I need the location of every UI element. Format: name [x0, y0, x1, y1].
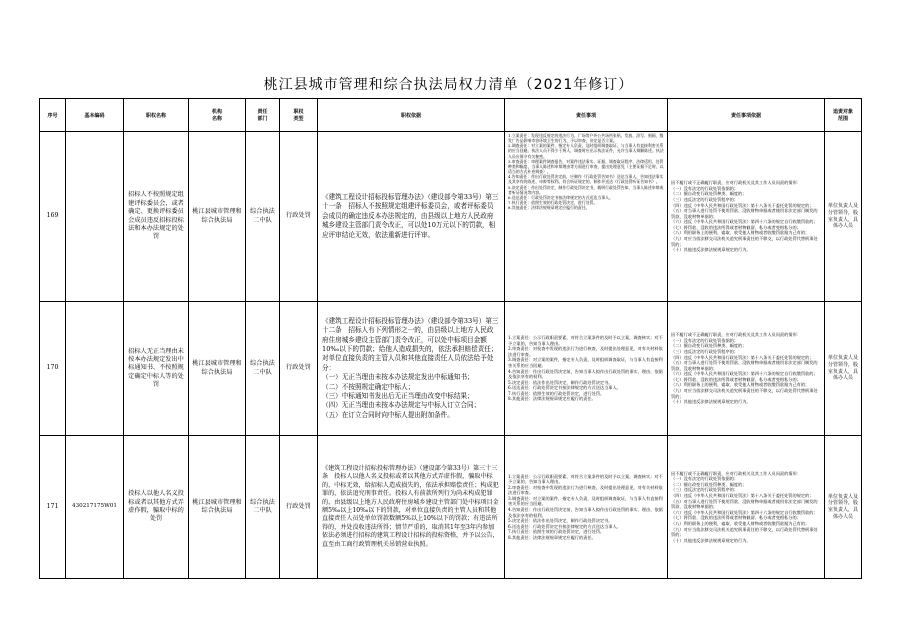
cell-name: 招标人不按照规定组建评标委员会，或者确定、更换评标委员会成员违反招标投标法和本办法规定的处罚 — [124, 132, 189, 302]
cell-dept: 综合执法二中队 — [246, 436, 280, 579]
cell-duties — [505, 302, 668, 436]
header-dept: 责任 部门 — [246, 99, 280, 132]
cell-duty-basis — [668, 302, 825, 436]
duty-basis-item: （五）对当事人进行处罚不使用罚款、没收财物单据或者使用非法定部门制发的罚款、没收财物单据的； — [671, 360, 818, 371]
duty-item: 4.告知责任：作出行政处罚决定前，告知当事人拟作出行政处罚的事实、理由、依据及依法享有的权利。 — [508, 507, 663, 518]
duty-basis-item: （五）对当事人进行处罚不使用罚款、没收财物单据或者使用非法定部门制发的罚款、没收财物单据的； — [671, 498, 818, 510]
duty-item: 1.立案责任：公示行政职责要素，对符合立案条件的及时予以立案，调查核实；对不予立案的，告知当事人理由。 — [508, 473, 663, 485]
duty-item: 5.决定责任：依法作出处罚决定，制作行政处罚决定书。 — [508, 518, 613, 524]
duty-basis-item: （三）违反法定的行政处罚程序的； — [671, 487, 739, 493]
duty-item: 7.执行责任：依照生效的行政处罚决定，进行处罚。 — [508, 200, 598, 206]
document-title: 桃江县城市管理和综合执法局权力清单（2021年修订） — [263, 77, 634, 93]
cell-seq: 170 — [40, 302, 66, 436]
cell-duty-basis — [668, 436, 825, 579]
duty-item: 2.调查责任：对立案的案件，指定专人负责，及时组织调查取证，与当事人有直接利害关系的应当回避。执法人员不得少于两人，调查时应出示执法证件，允许当事人辩解陈述。执法人员应保守有关秘密。 — [508, 143, 664, 159]
cell-duties — [505, 132, 668, 302]
duty-basis-item: （六）违反《中华人民共和国行政处罚法》第四十六条的规定自行收缴罚款的； — [671, 219, 818, 225]
cell-code — [66, 132, 124, 302]
duty-basis-item: （四）违反《中华人民共和国行政处罚法》第十八条关于委托处罚的规定的； — [671, 493, 814, 499]
header-org: 机构 名称 — [189, 99, 246, 132]
basis-item: （三）中标通知书发出后无正当理由改变中标结果； — [322, 391, 474, 400]
cell-duty-basis — [668, 132, 825, 302]
duty-basis-item: （六）违反《中华人民共和国行政处罚法》第四十六条的规定自行收缴罚款的； — [671, 509, 818, 515]
cell-type: 行政处罚 — [280, 302, 318, 436]
duty-item: 7.执行责任：依照生效的行政处罚决定，进行处罚。 — [508, 529, 605, 535]
basis-item: （一）无正当理由未按本办法规定发出中标通知书； — [322, 373, 474, 382]
duty-basis-item: （一）没有法定的行政处罚依据的； — [671, 185, 739, 191]
cell-type: 行政处罚 — [280, 132, 318, 302]
cell-basis — [318, 302, 505, 436]
cell-type: 行政处罚 — [280, 436, 318, 579]
duty-basis-item: （九）对应当依法移交司法机关追究刑事责任的不移交，以行政处罚代替刑事处罚的； — [671, 388, 818, 399]
duty-basis-item: （八）利用职务上的便利，索取、收受他人财物或者收缴罚款据为己有的； — [671, 230, 810, 236]
duty-item: 6.送达责任：行政处罚决定书按法律规定的方式送达当事人。 — [508, 385, 621, 391]
duty-basis-item: 因不履行或不正确履行职责，应对行政机关及其工作人员问责的情形： — [671, 332, 801, 338]
duty-item: 8.其他责任：法律法规规章规定应履行的责任。 — [508, 205, 590, 211]
cell-basis: 《建筑工程设计招标投标管理办法》（建设部令第33号）第三十三条 投标人以他人名义投标或者以其他方式弄虚作假，骗取中标的，中标无效，给招标人造成损失的，依法承担赔偿责任；构成犯罪的，依法追究刑事责任。投标人有前款所列行为尚未构成犯罪的，由县级以上地方人民政府住房城乡建设主管部门处中标项目金额5‰以上10‰以下的罚款，对单位直接负责的主管人员和其他直接责任人员处单位罚款数额5%以上10%以下的罚款；有违法所得的，并处没收违法所得；情节严重的，取消其1年至3年内参加依法必须进行招标的建筑工程设计招标的投标资格，并予以公告，直至由工商行政管理机关吊销营业执照。 — [318, 436, 505, 579]
cell-org: 桃江县城市管理和综合执法局 — [189, 436, 246, 579]
duty-basis-item: （七）将罚款、没收的违法所得或者财物截留、私分或者变相私分的； — [671, 515, 801, 521]
duty-item: 3.审查责任：审理案件调查报告，对案件违法事实、证据、调查取证程序、法律适用、处罚种类和幅度、当事人陈述和申辩理由等方面进行审查，提出处理意见（主要证据不足时，以适当的方式补充调查）。 — [508, 158, 664, 175]
basis-item: （四）无正当理由未按本办法规定与中标人订立合同； — [322, 401, 481, 410]
header-duty-basis: 责任事项依据 — [668, 99, 825, 132]
duty-basis-item: （四）违反《中华人民共和国行政处罚法》第十八条关于委托处罚的规定的； — [671, 202, 814, 208]
cell-org: 桃江县城市管理和综合执法局 — [189, 302, 246, 436]
duty-item: 2.审查责任：对检查中发现的违法行为进行核查，及时提出处理意见，对有关材料依法进行审查。 — [508, 484, 663, 496]
cell-target: 单位负责人及分管领导，股室负责人，具体办人员 — [825, 302, 862, 436]
duty-basis-item: （一）没有法定的行政处罚依据的； — [671, 337, 739, 343]
duty-basis-item: （二）擅自改变行政处罚种类、幅度的； — [671, 191, 747, 197]
basis-paragraph: 《建筑工程设计招标投标管理办法》（建设部令第33号）第三十二条 招标人有下列情形之一的，由县级以上地方人民政府住房城乡建设主管部门责令改正，可以处中标项目金额10‰以下的罚款；给他人造成损失的，依法承担赔偿责任；对单位直接负责的主管人员和其他直接责任人员依法给予处分： — [322, 317, 499, 372]
header-seq: 序号 — [40, 99, 66, 132]
duty-item: 5.决定责任：依法作出处罚决定，制作行政处罚决定书。 — [508, 379, 613, 385]
duty-basis-item: 因不履行或不正确履行职责，应对行政机关及其工作人员问责的情形： — [671, 180, 801, 186]
duty-item: 6.送达责任：行政处罚决定书按法律规定的方式送达当事人。 — [508, 523, 621, 529]
cell-target: 单位负责人及分管领导，股室负责人，具体办人员 — [825, 436, 862, 579]
basis-item: （二）不按照规定确定中标人； — [322, 382, 415, 391]
duty-item: 5.决定责任：作出处罚决定，制作行政处罚决定书，载明行政处罚告知、当事人陈述申辩或者听证情况等内容。 — [508, 184, 664, 195]
duty-basis-item: （二）擅自改变行政处罚种类、幅度的； — [671, 343, 747, 349]
cell-dept: 综合执法二中队 — [246, 302, 280, 436]
header-code: 基本编码 — [66, 99, 124, 132]
cell-code — [66, 302, 124, 436]
table-row — [40, 132, 862, 302]
duty-basis-item: （三）违反法定的行政处罚程序的； — [671, 196, 739, 202]
header-basis: 职权依据 — [318, 99, 505, 132]
cell-code: 430217175W01 — [66, 436, 124, 579]
duty-basis-item: （四）违反《中华人民共和国行政处罚法》第十八条关于委托处罚的规定的； — [671, 354, 814, 360]
duty-basis-item: （一）没有法定的行政处罚依据的； — [671, 476, 739, 482]
header-name: 职权名称 — [124, 99, 189, 132]
cell-duties — [505, 436, 668, 579]
duty-item: 1.立案责任：发现违反规定的违法行为，广场等户外公共场所张贴、发放、涂写、刻画、散发广告品影响市容环境卫生的行为，予以审查，决定是否立案。 — [508, 133, 664, 144]
duty-item: 4.告知责任：作出行政处罚决定前，告知当事人拟作出行政处罚的事实、理由、依据及依法享有的权利。 — [508, 368, 663, 380]
table-header-row — [40, 99, 862, 132]
table-row — [40, 302, 862, 436]
duty-item: 6.送达责任：行政处罚决定书按法律规定的方式送达当事人。 — [508, 194, 613, 200]
cell-org: 桃江县城市管理和综合执法局 — [189, 132, 246, 302]
cell-seq: 171 — [40, 436, 66, 579]
duty-basis-item: （九）对应当依法移交司法机关追究刑事责任的不移交，以行政处罚代替刑事处罚的； — [671, 526, 818, 538]
cell-name: 投标人以他人名义投标或者以其他方式弄虚作假，骗取中标的处罚 — [124, 436, 189, 579]
duty-item: 3.调查责任：对立案的案件，指定专人负责，及时组织调查取证，与当事人有直接利害关系的应当回避。 — [508, 357, 663, 368]
duty-basis-item: （八）利用职务上的便利，索取、收受他人财物或者收缴罚款据为己有的； — [671, 520, 810, 526]
cell-target: 单位负责人及分管领导，股室负责人，具体办人员 — [825, 132, 862, 302]
header-type: 职权 类型 — [280, 99, 318, 132]
cell-seq: 169 — [40, 132, 66, 302]
table-row — [40, 436, 862, 579]
duty-basis-item: （七）将罚款、没收的违法所得或者财物截留、私分或者变相私分的； — [671, 376, 801, 382]
duty-basis-item: （六）违反《中华人民共和国行政处罚法》第四十六条的规定自行收缴罚款的； — [671, 371, 818, 377]
header-target: 追责对象 范围 — [825, 99, 862, 132]
duty-item: 4.告知责任：作出行政处罚决定前，应制作《行政处罚告知书》送达当事人，告知违法事实及其享有的陈述、申辩等权利。符合听证规定的，制作并送达《行政处罚听证告知书》。 — [508, 174, 664, 185]
header-duties: 责任事项 — [505, 99, 668, 132]
power-list-table — [39, 98, 862, 579]
duty-basis-item: （二）擅自改变行政处罚种类、幅度的； — [671, 481, 747, 487]
duty-item: 8.其他责任：法律法规规章规定应履行的责任。 — [508, 534, 596, 540]
duty-basis-item: （七）将罚款、没收的违法所得或者财物截留、私分或者变相私分的； — [671, 224, 801, 230]
duty-basis-item: （十）其他违反法律法规规章规定的行为。 — [671, 537, 751, 543]
basis-item: （五）在订立合同时向中标人提出附加条件。 — [322, 410, 454, 419]
duty-item: 1.立案责任：公示行政职责要素，对符合立案条件的及时予以立案，调查核实；对不予立案的，告知当事人理由。 — [508, 335, 663, 346]
cell-basis: 《建筑工程设计招标投标管理办法》（建设部令第33号）第三十一条 招标人不按照规定组建评标委员会，或者评标委员会成员的确定违反本办法规定的，由县级以上地方人民政府城乡建设主管部门责令改正，可以处10万元以下的罚款，相应评审结论无效，依法重新进行评审。 — [318, 132, 505, 302]
duty-item: 7.执行责任：依照生效的行政处罚决定，进行处罚。 — [508, 390, 605, 396]
duty-basis-item: （十）其他违反法律法规规章规定的行为。 — [671, 399, 751, 405]
duty-basis-item: （十）其他违反法律法规规章规定的行为。 — [671, 247, 751, 253]
duty-basis-item: （五）对当事人进行处罚不使用罚款、没收财物单据或者使用非法定部门制发的罚款、没收财物单据的； — [671, 208, 818, 219]
duty-basis-item: （三）违反法定的行政处罚程序的； — [671, 348, 739, 354]
duty-item: 2.审查责任：对检查中发现的违法行为进行核查，及时提出处理意见，对有关材料依法进行审查。 — [508, 346, 663, 357]
cell-dept: 综合执法二中队 — [246, 132, 280, 302]
duty-basis-item: 因不履行或不正确履行职责，应对行政机关及其工作人员问责的情形： — [671, 470, 801, 476]
cell-name: 招标人无正当理由未按本办法规定发出中标通知书、不按照规定确定中标人等的处罚 — [124, 302, 189, 436]
duty-basis-item: （八）利用职务上的便利，索取、收受他人财物或者收缴罚款据为己有的； — [671, 382, 810, 388]
duty-item: 3.调查责任：对立案的案件，指定专人负责，及时组织调查取证，与当事人有直接利害关系的应当回避。 — [508, 495, 663, 507]
duty-basis-item: （九）对应当依法移交司法机关追究刑事责任的不移交，以行政处罚代替刑事处罚的； — [671, 236, 818, 247]
duty-item: 8.其他责任：法律法规规章规定应履行的责任。 — [508, 396, 596, 402]
